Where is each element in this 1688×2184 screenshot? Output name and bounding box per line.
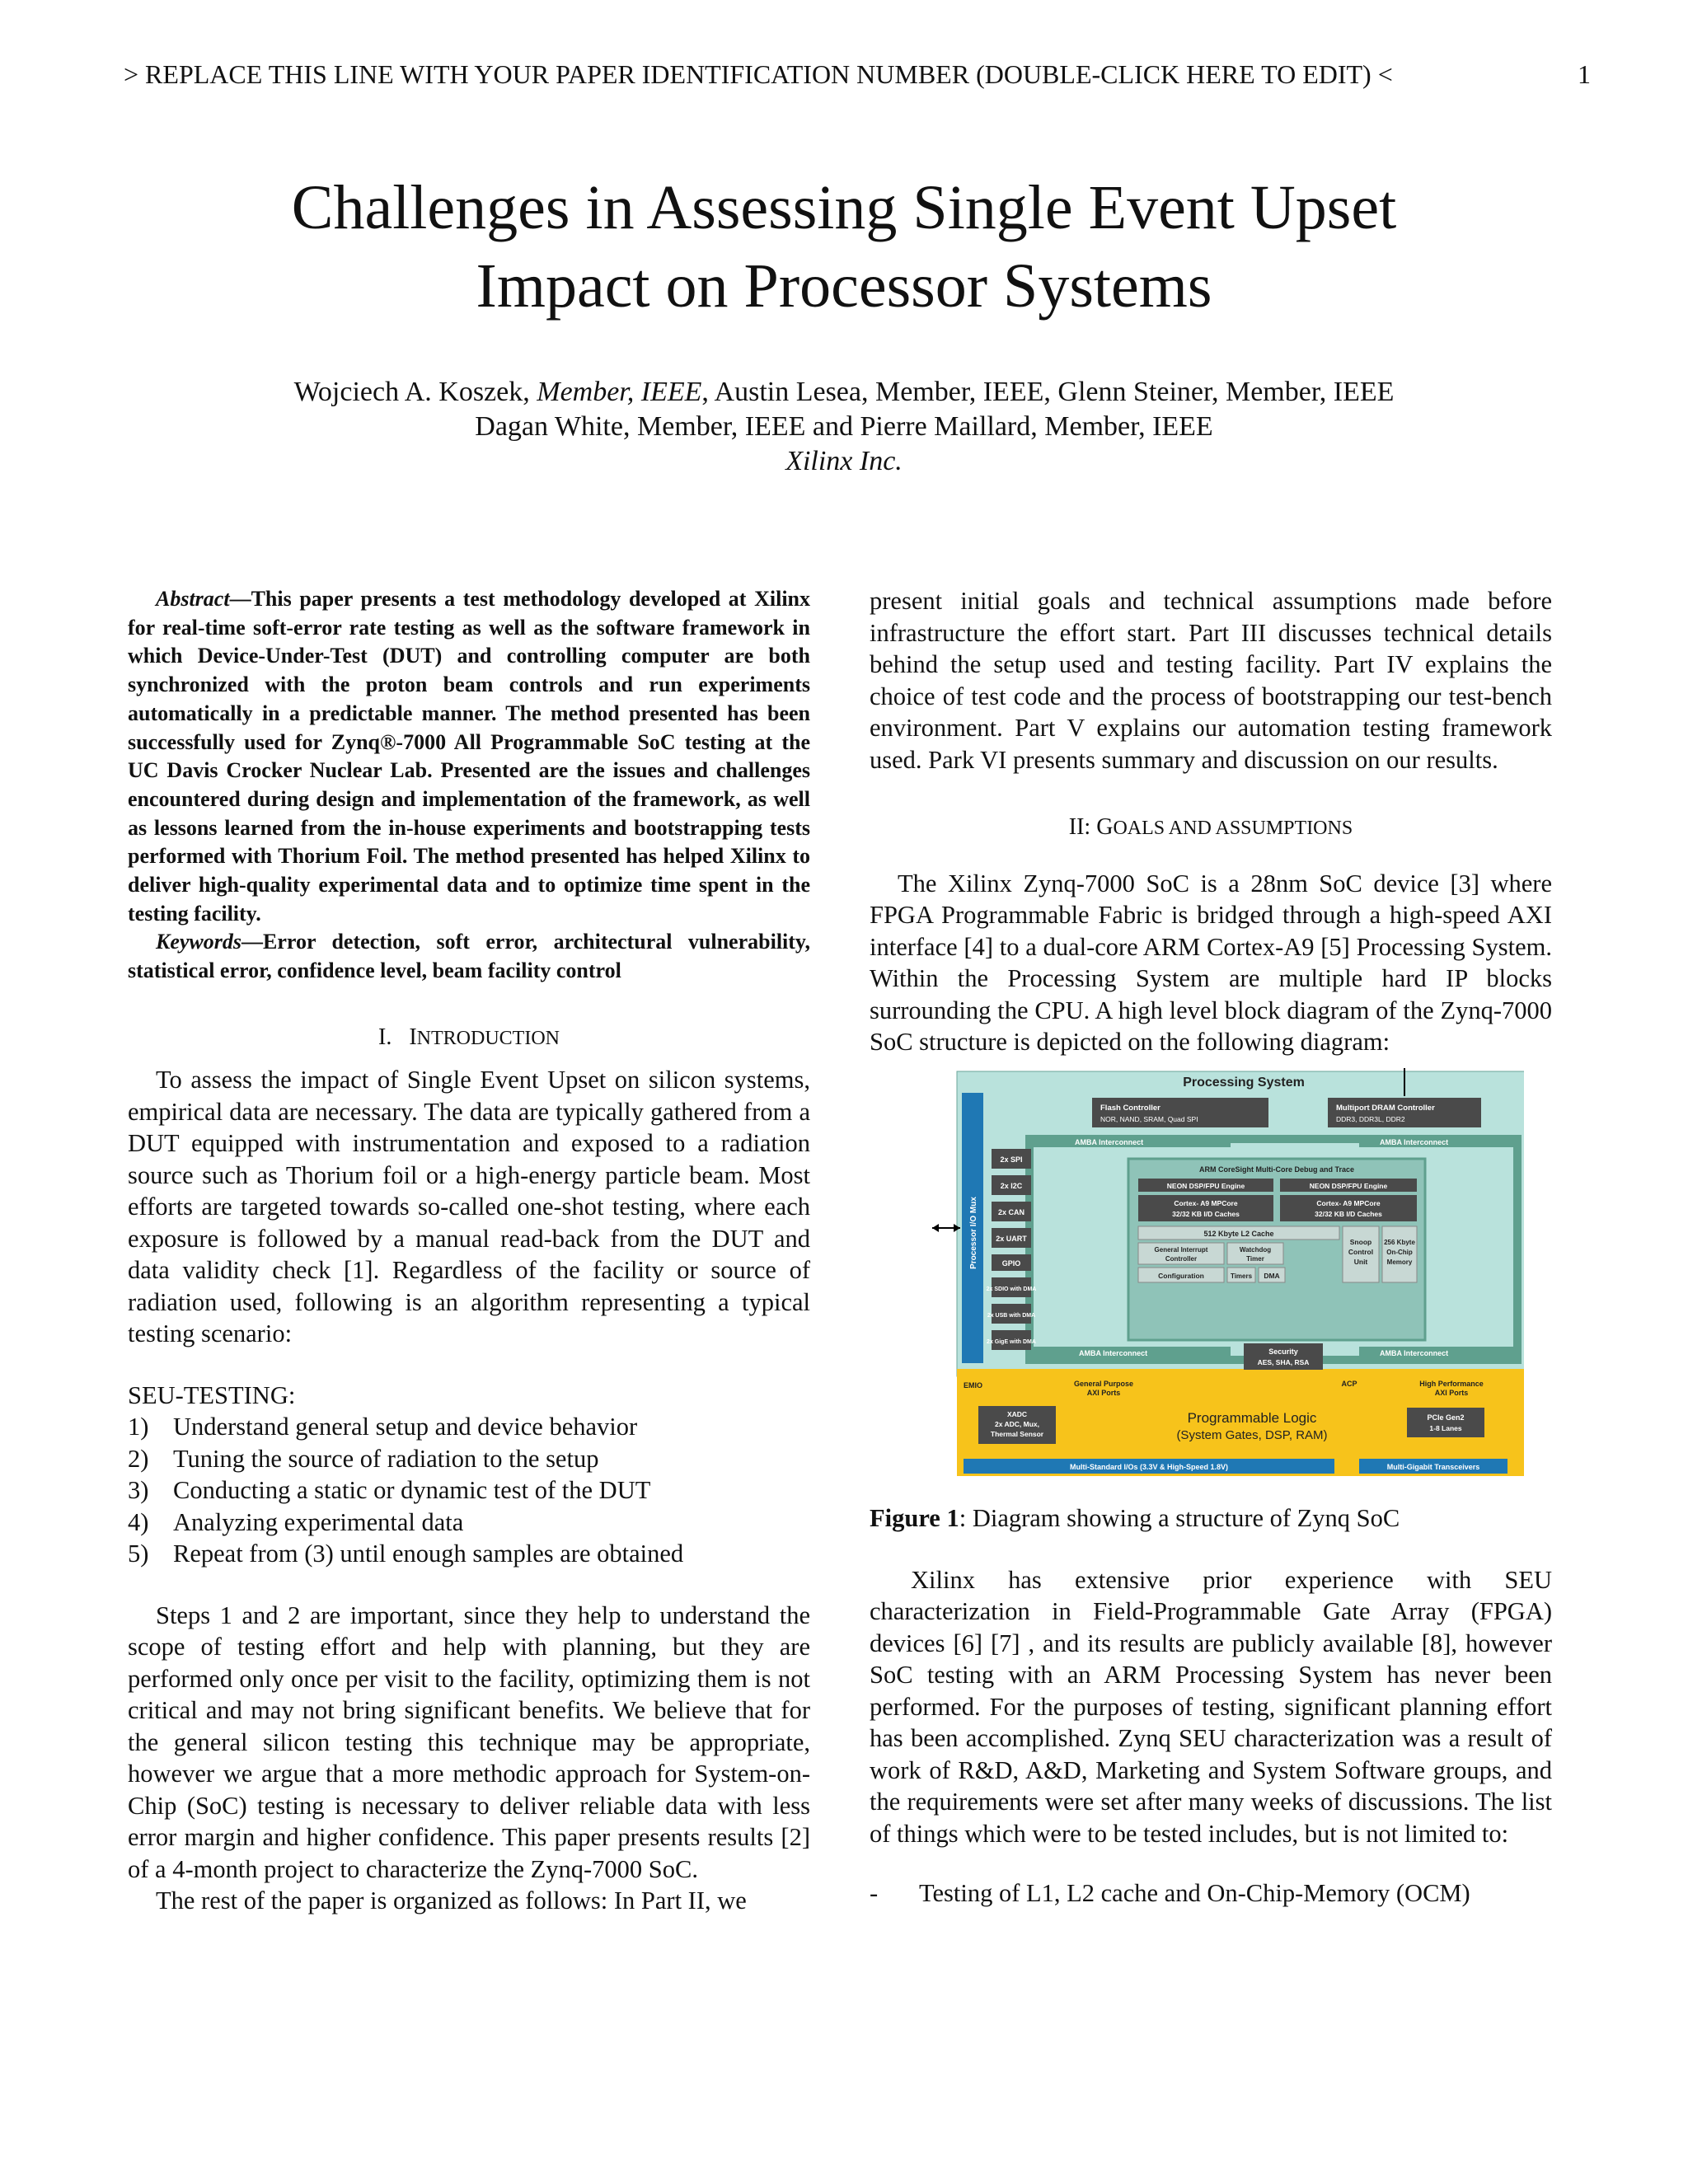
hp-axi-label: High Performance <box>1419 1379 1484 1388</box>
dram-sub: DDR3, DDR3L, DDR2 <box>1336 1114 1405 1123</box>
intro-paragraph-2: Steps 1 and 2 are important, since they help to understand the scope of testing effort and help with planning, but they are performed only once per visit to the facility, optimizing them is not critical and may not bring significant benefits. We believe that for the general silicon testing this technique may be appropriate, however we argue that a more methodic approach for System-on-Chip (SoC) testing is necessary to deliver reliable data with less error margin and higher confidence. This paper presents results [2] of a 4-month project to characterize the Zynq-7000 SoC. <box>128 1601 810 1883</box>
coresight-label: ARM CoreSight Multi-Core Debug and Trace <box>1198 1165 1355 1174</box>
title-line-1: Challenges in Assessing Single Event Upset <box>291 173 1397 242</box>
author-block <box>0 375 1688 479</box>
algorithm-steps <box>128 1411 810 1570</box>
gic-label-2: Controller <box>1165 1254 1198 1263</box>
cortex-cache: 32/32 KB I/D Caches <box>1172 1209 1240 1218</box>
ocm-label-2: On-Chip <box>1386 1248 1413 1256</box>
step-text: Understand general setup and device behavior <box>173 1413 638 1441</box>
list-item <box>870 1877 1552 1910</box>
list-item <box>128 1507 810 1539</box>
step-number: 5) <box>128 1540 149 1568</box>
neon-label: NEON DSP/FPU Engine <box>1166 1181 1245 1190</box>
page-number: 1 <box>1578 59 1591 89</box>
mgt-label: Multi-Gigabit Transceivers <box>1386 1462 1480 1471</box>
running-header <box>124 59 1591 90</box>
config-label: Configuration <box>1158 1271 1204 1280</box>
pl-sub: (System Gates, DSP, RAM) <box>1176 1427 1328 1442</box>
ocm-label: 256 Kbyte <box>1384 1238 1415 1246</box>
header-text: > REPLACE THIS LINE WITH YOUR PAPER IDENTIFICATION NUMBER (DOUBLE-CLICK HERE TO EDIT) < <box>124 59 1393 89</box>
authors-line-2: Dagan White, Member, IEEE and Pierre Maillard, Member, IEEE <box>475 411 1213 442</box>
list-item <box>128 1538 810 1570</box>
abstract-text: —This paper presents a test methodology developed at Xilinx for real-time soft-error rate testing as well as the software framework in which Device-Under-Test (DUT) and controlling computer are both synchronized with the proton beam controls and run experiments automatically in a predictable manner. The method presented has been successfully used for Zynq®-7000 All Programmable SoC testing at the UC Davis Crocker Nuclear Lab. Presented are the issues and challenges encountered during design and implementation of the framework, as well as lessons learned from the in-house experiments and bootstrapping tests performed with Thorium Foil. The method presented has helped Xilinx to deliver high-quality experimental data and to optimize time spent in the testing facility. <box>128 587 810 926</box>
acp-label: ACP <box>1341 1379 1357 1388</box>
dma-label: DMA <box>1264 1271 1280 1280</box>
list-item <box>128 1474 810 1507</box>
abstract <box>128 585 810 928</box>
emio-label: EMIO <box>964 1380 983 1390</box>
peripheral-label: 2x GigE with DMA <box>987 1338 1036 1345</box>
step-number: 4) <box>128 1507 149 1536</box>
security-label: Security <box>1268 1347 1298 1356</box>
dram-label: Multiport DRAM Controller <box>1336 1103 1435 1113</box>
list-item <box>128 1411 810 1443</box>
step-text: Analyzing experimental data <box>173 1507 464 1536</box>
author-membership: Member, IEEE <box>537 377 702 407</box>
peripheral-label: 2x SDIO with DMA <box>986 1286 1037 1292</box>
keywords-text: —Error detection, soft error, architectural vulnerability, statistical error, confidence level, beam facility control <box>128 930 810 983</box>
peripheral-label: 2x I2C <box>1000 1181 1023 1190</box>
step-text: Repeat from (3) until enough samples are obtained <box>173 1540 684 1568</box>
section-heading-introduction <box>128 1022 810 1055</box>
ocm-label-3: Memory <box>1386 1258 1413 1266</box>
right-paragraph-3: Xilinx has extensive prior experience with SEU characterization in Field-Programmable Gate Array (FPGA) devices [6] [7] , and its results are publicly available [8], however SoC testing with an ARM Processing System has never been performed. For the purposes of testing, significant planning effort has been accomplished. Zynq SEU characterization was a result of work of R&D, A&D, Marketing and System Software groups, and the requirements were set after many weeks of discussions. The list of things which were to be tested includes, but is not limited to: <box>870 1565 1552 1848</box>
timers-label: Timers <box>1230 1272 1253 1280</box>
peripheral-label: 2x UART <box>996 1234 1027 1243</box>
io-mux-label: Processor I/O Mux <box>969 1196 978 1269</box>
peripheral-label: GPIO <box>1001 1258 1021 1268</box>
heading-initial: I <box>409 1024 417 1050</box>
cortex-label: Cortex- A9 MPCore <box>1174 1198 1238 1207</box>
left-column <box>128 585 810 1917</box>
scu-label-2: Control <box>1348 1247 1374 1256</box>
gp-axi-label: General Purpose <box>1073 1379 1134 1388</box>
pcie-block <box>1407 1408 1484 1437</box>
figure-caption <box>870 1502 1552 1535</box>
neon-label: NEON DSP/FPU Engine <box>1309 1181 1388 1190</box>
heading-rest: OALS AND <box>1113 818 1216 839</box>
step-number: 3) <box>128 1476 149 1505</box>
bullet-text: Testing of L1, L2 cache and On-Chip-Memory (OCM) <box>919 1879 1470 1907</box>
heading-initial: G <box>1096 814 1114 840</box>
heading-rest: NTRODUCTION <box>416 1027 560 1049</box>
right-column <box>870 585 1552 1910</box>
security-sub: AES, SHA, RSA <box>1257 1357 1310 1366</box>
intro-paragraph-1: To assess the impact of Single Event Upset on silicon systems, empirical data are necessary. The data are typically gathered from a DUT equipped with instrumentation and exposed to a radiation source such as Thorium foil or a high-energy particle beam. Most efforts are targeted towards so-called one-shot testing, where each exposure is followed by a manual read-back from the DUT and data validity check [1]. Regardless of the facility or source of radiation used, following is an algorithm representing a typical testing scenario: <box>128 1066 810 1348</box>
amba-label-top: AMBA Interconnect <box>1075 1137 1144 1146</box>
keywords-label: Keywords <box>156 930 241 954</box>
author-name: Wojciech A. Koszek, <box>293 377 537 407</box>
wdt-label-2: Timer <box>1246 1254 1264 1263</box>
flash-sub: NOR, NAND, SRAM, Quad SPI <box>1100 1114 1198 1123</box>
algorithm-title: SEU-TESTING: <box>128 1380 296 1409</box>
step-text: Conducting a static or dynamic test of the DUT <box>173 1476 651 1505</box>
l2-label: 512 Kbyte L2 Cache <box>1203 1229 1274 1238</box>
step-number: 1) <box>128 1413 149 1441</box>
amba-label-top-right: AMBA Interconnect <box>1380 1137 1449 1146</box>
gic-label: General Interrupt <box>1154 1245 1208 1254</box>
peripheral-label: 2x CAN <box>997 1207 1025 1216</box>
pl-label: Programmable Logic <box>1187 1409 1317 1426</box>
affiliation: Xilinx Inc. <box>785 446 903 476</box>
amba-label-bottom: AMBA Interconnect <box>1079 1348 1148 1357</box>
pcie-label: PCIe Gen2 <box>1427 1413 1465 1422</box>
peripheral-label: 2x SPI <box>1000 1155 1023 1164</box>
authors-line-1 <box>0 375 1688 410</box>
xadc-label: XADC <box>1006 1409 1028 1418</box>
caption-text: : Diagram showing a structure of Zynq SoC <box>959 1504 1400 1532</box>
section-heading-goals <box>870 812 1552 845</box>
step-text: Tuning the source of radiation to the setup <box>173 1444 599 1473</box>
zynq-block-diagram <box>931 1068 1524 1485</box>
right-paragraph-1: present initial goals and technical assumptions made before infrastructure the effort start. Part III discusses technical details behind the setup used and testing facility. Part IV explains the choice of test code and the process of bootstrapping our test-bench environment. Part V explains our automation testing framework used. Park VI presents summary and discussion on our results. <box>870 587 1552 774</box>
scu-label-3: Unit <box>1353 1257 1368 1266</box>
hp-axi-label-2: AXI Ports <box>1434 1388 1469 1397</box>
right-paragraph-2: The Xilinx Zynq-7000 SoC is a 28nm SoC device [3] where FPGA Programmable Fabric is bridged through a high-speed AXI interface [4] to a dual-core ARM Cortex-A9 [5] Processing System. Within the Processing System are multiple hard IP blocks surrounding the CPU. A high level block diagram of the Zynq-7000 SoC structure is depicted on the following diagram: <box>870 869 1552 1056</box>
xadc-sub: 2x ADC, Mux, <box>994 1419 1040 1428</box>
cortex-cache: 32/32 KB I/D Caches <box>1315 1209 1382 1218</box>
section-number: II: <box>1068 814 1097 840</box>
title-line-2: Impact on Processor Systems <box>476 251 1212 321</box>
pcie-sub: 1-8 Lanes <box>1429 1423 1462 1432</box>
section-number: I. <box>378 1024 392 1050</box>
ps-title: Processing System <box>1183 1075 1305 1090</box>
xadc-sub-2: Thermal Sensor <box>990 1429 1044 1438</box>
gp-axi-label-2: AXI Ports <box>1086 1388 1121 1397</box>
keywords <box>128 928 810 985</box>
flash-label: Flash Controller <box>1100 1103 1160 1113</box>
intro-paragraph-3: The rest of the paper is organized as follows: In Part II, we <box>156 1886 747 1915</box>
mio-label: Multi-Standard I/Os (3.3V & High-Speed 1.8V) <box>1069 1462 1229 1471</box>
wdt-label: Watchdog <box>1239 1245 1272 1254</box>
amba-label-bottom-right: AMBA Interconnect <box>1380 1348 1449 1357</box>
bullet-dash: - <box>870 1879 879 1907</box>
cortex-label: Cortex- A9 MPCore <box>1316 1198 1381 1207</box>
step-number: 2) <box>128 1444 149 1473</box>
authors-rest: , Austin Lesea, Member, IEEE, Glenn Steiner, Member, IEEE <box>701 377 1395 407</box>
list-item <box>128 1443 810 1475</box>
peripheral-label: 2x USB with DMA <box>987 1312 1036 1319</box>
heading-rest-2: ASSUMPTIONS <box>1215 818 1353 839</box>
caption-label: Figure 1 <box>870 1504 959 1532</box>
abstract-label: Abstract <box>156 587 230 611</box>
scu-label: Snoop <box>1349 1237 1372 1246</box>
paper-title <box>0 169 1688 326</box>
